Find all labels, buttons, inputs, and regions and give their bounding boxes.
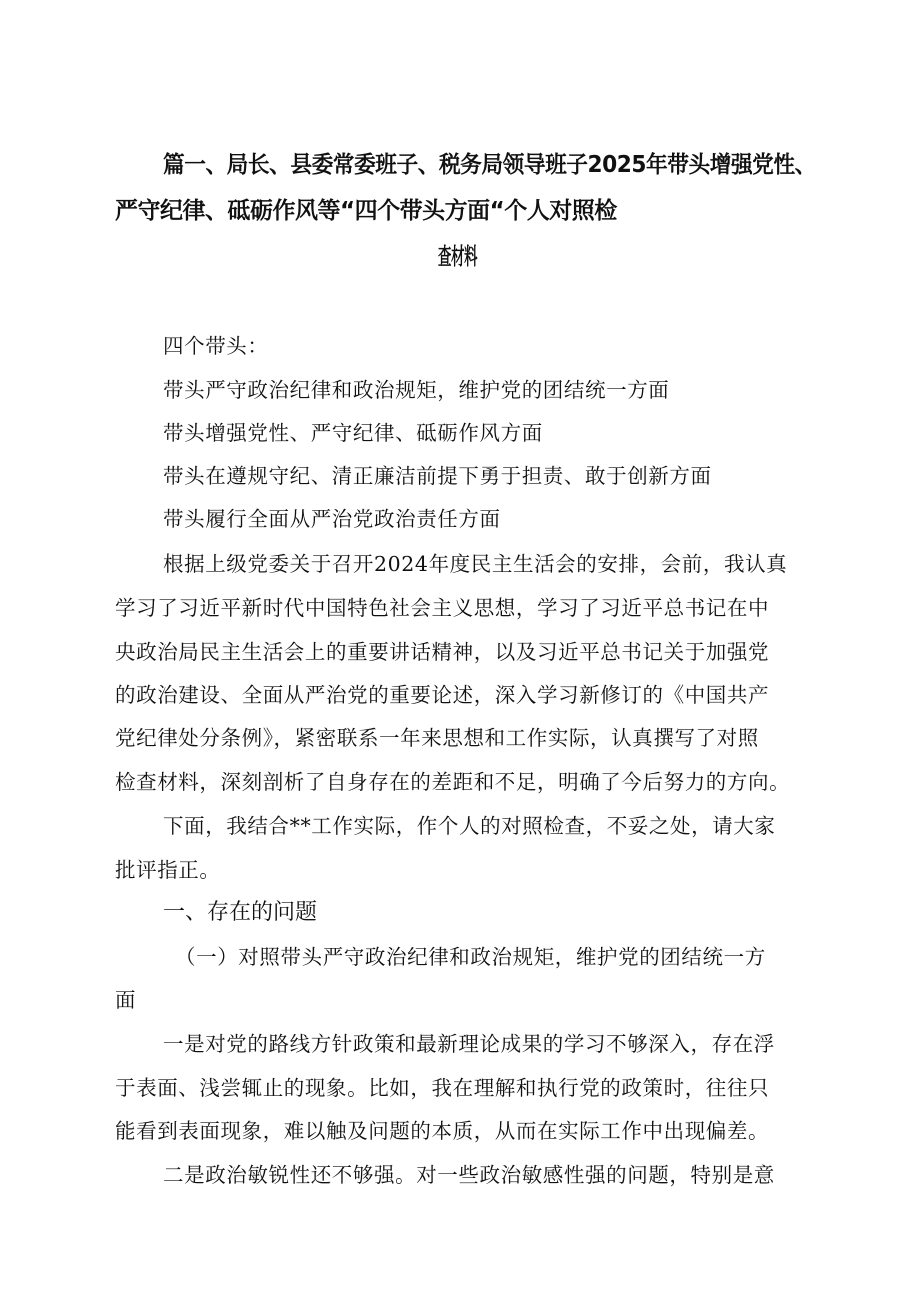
- document-title-line-1: 篇一、局长、县委常委班子、税务局领导班子2025年带头增强党性、: [163, 152, 816, 178]
- point-1-line-1: 一是对党的路线方针政策和最新理论成果的学习不够深入，存在浮: [163, 1032, 775, 1056]
- point-1-line-2: 于表面、浅尝辄止的现象。比如，我在理解和执行党的政策时，往往只: [115, 1076, 770, 1100]
- intro-paragraph-line-1: 根据上级党委关于召开2024年度民主生活会的安排，会前，我认真: [163, 552, 788, 576]
- intro-paragraph-line-3: 央政治局民主生活会上的重要讲话精神，以及习近平总书记关于加强党: [115, 640, 770, 664]
- point-1-line-3: 能看到表面现象，难以触及问题的本质，从而在实际工作中出现偏差。: [115, 1119, 770, 1143]
- document-title-line-2: 严守纪律、砥砺作风等“四个带头方面“个人对照检: [115, 198, 617, 224]
- section-heading: 一、存在的问题: [163, 900, 318, 925]
- four-leads-item-3: 带头在遵规守纪、清正廉洁前提下勇于担责、敢于创新方面: [163, 464, 712, 488]
- subsection-heading-line-1: （一）对照带头严守政治纪律和政治规矩，维护党的团结统一方: [175, 945, 766, 969]
- four-leads-item-1: 带头严守政治纪律和政治规矩，维护党的团结统一方面: [163, 378, 670, 402]
- intro-paragraph-line-6: 检查材料，深刻剖析了自身存在的差距和不足，明确了今后努力的方向。: [115, 770, 791, 794]
- note-paragraph-line-1: 下面，我结合**工作实际，作个人的对照检查，不妥之处，请大家: [163, 814, 776, 838]
- four-leads-item-4: 带头履行全面从严治党政治责任方面: [163, 507, 501, 531]
- four-leads-label: 四个带头：: [163, 334, 269, 358]
- intro-paragraph-line-5: 党纪律处分条例》，紧密联系一年来思想和工作实际，认真撰写了对照: [115, 726, 759, 750]
- document-title-line-3: 查材料: [438, 244, 478, 270]
- four-leads-item-2: 带头增强党性、严守纪律、砥砺作风方面: [163, 421, 543, 445]
- intro-paragraph-line-4: 的政治建设、全面从严治党的重要论述，深入学习新修订的《中国共产: [115, 683, 770, 707]
- subsection-heading-line-2: 面: [115, 988, 137, 1012]
- point-2-line-1: 二是政治敏锐性还不够强。对一些政治敏感性强的问题，特别是意: [163, 1163, 775, 1187]
- intro-paragraph-line-2: 学习了习近平新时代中国特色社会主义思想，学习了习近平总书记在中: [115, 596, 770, 620]
- note-paragraph-line-2: 批评指正。: [115, 858, 221, 882]
